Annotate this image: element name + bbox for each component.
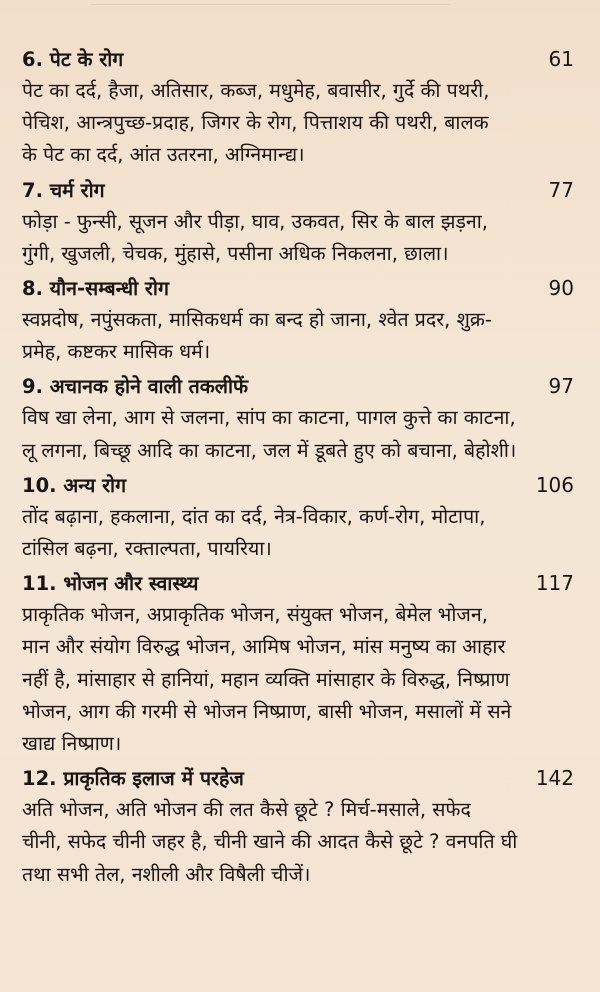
page-number: 77	[548, 177, 574, 202]
toc-entry-heading	[22, 175, 574, 206]
page-number: 61	[548, 47, 574, 71]
toc-entry	[22, 470, 574, 565]
topic-line: प्रमेह, कष्टकर मासिक धर्म।	[22, 340, 211, 364]
page-number: 90	[548, 276, 574, 301]
page-number: 106	[535, 472, 574, 497]
toc-entry-heading	[22, 273, 574, 304]
toc-entry-heading	[22, 568, 574, 599]
table-of-contents	[22, 44, 574, 891]
topic-line: गुंगी, खुजली, चेचक, मुंहासे, पसीना अधिक निकलना, छाला।	[22, 241, 449, 265]
topic-line: अति भोजन, अति भोजन की लत कैसे छूटे ? मिर्च-मसाले, सफेद	[22, 798, 471, 822]
topic-line: मान और संयोग विरुद्ध भोजन, आमिष भोजन, मांस मनुष्य का आहार	[22, 635, 506, 659]
show-through-bleed	[90, 4, 450, 35]
toc-entry	[22, 175, 574, 270]
page-number: 97	[548, 374, 574, 399]
chapter-topics	[22, 75, 574, 172]
toc-entry-heading	[22, 470, 574, 501]
topic-line: फोड़ा - फुन्सी, सूजन और पीड़ा, घाव, उकवत, सिर के बाल झड़ना,	[22, 209, 489, 233]
chapter-topics	[22, 206, 574, 270]
chapter-topics	[22, 304, 574, 368]
topic-line: चीनी, सफेद चीनी जहर है, चीनी खाने की आदत कैसे छूटे ? वनपति घी	[22, 830, 518, 854]
toc-entry	[22, 763, 574, 891]
topic-line: नहीं है, मांसाहार से हानियां, महान व्यक्ति मांसाहार के विरुद्ध, निष्प्राण	[22, 667, 510, 691]
chapter-title: 7. चर्म रोग	[22, 178, 105, 202]
topic-line: लू लगना, बिच्छू आदि का काटना, जल में डूबते हुए को बचाना, बेहोशी।	[22, 438, 517, 462]
topic-line: प्राकृतिक भोजन, अप्राकृतिक भोजन, संयुक्त भोजन, बेमेल भोजन,	[22, 603, 488, 627]
toc-entry-heading	[22, 763, 574, 794]
chapter-title: 8. यौन-सम्बन्धी रोग	[22, 277, 169, 301]
topic-line: तथा सभी तेल, नशीली और विषैली चीजें।	[22, 862, 311, 886]
topic-line: स्वप्नदोष, नपुंसकता, मासिकधर्म का बन्द हो जाना, श्वेत प्रदर, शुक्र-	[22, 308, 492, 332]
toc-entry-heading	[22, 371, 574, 402]
chapter-title: 6. पेट के रोग	[22, 48, 124, 71]
chapter-topics	[22, 794, 574, 891]
toc-entry-heading	[22, 44, 574, 75]
chapter-title: 11. भोजन और स्वास्थ्य	[22, 572, 199, 596]
topic-line: पेचिश, आन्त्रपुच्छ-प्रदाह, जिगर के रोग, पित्ताशय की पथरी, बालक	[22, 111, 489, 135]
chapter-topics	[22, 599, 574, 760]
page-number: 117	[535, 571, 574, 596]
topic-line: भोजन, आग की गरमी से भोजन निष्प्राण, बासी भोजन, मसालों में सने	[22, 699, 512, 723]
toc-entry	[22, 568, 574, 760]
topic-line: पेट का दर्द, हैजा, अतिसार, कब्ज, मधुमेह, बवासीर, गुर्दे की पथरी,	[22, 79, 490, 102]
topic-line: तोंद बढ़ाना, हकलाना, दांत का दर्द, नेत्र-विकार, कर्ण-रोग, मोटापा,	[22, 504, 486, 528]
chapter-topics	[22, 501, 574, 565]
topic-line: के पेट का दर्द, आंत उतरना, अग्निमान्द्य।	[22, 143, 305, 167]
topic-line: विष खा लेना, आग से जलना, सांप का काटना, पागल कुत्ते का काटना,	[22, 406, 516, 430]
chapter-title: 10. अन्य रोग	[22, 473, 127, 497]
chapter-title: 9. अचानक होने वाली तकलीफें	[22, 375, 249, 399]
topic-line: खाद्य निष्प्राण।	[22, 732, 122, 756]
toc-entry	[22, 371, 574, 466]
toc-entry	[22, 273, 574, 368]
page-number: 142	[535, 766, 574, 791]
chapter-title: 12. प्राकृतिक इलाज में परहेज	[22, 767, 244, 791]
chapter-topics	[22, 402, 574, 466]
toc-entry	[22, 44, 574, 172]
topic-line: टांसिल बढ़ना, रक्ताल्पता, पायरिया।	[22, 537, 272, 561]
